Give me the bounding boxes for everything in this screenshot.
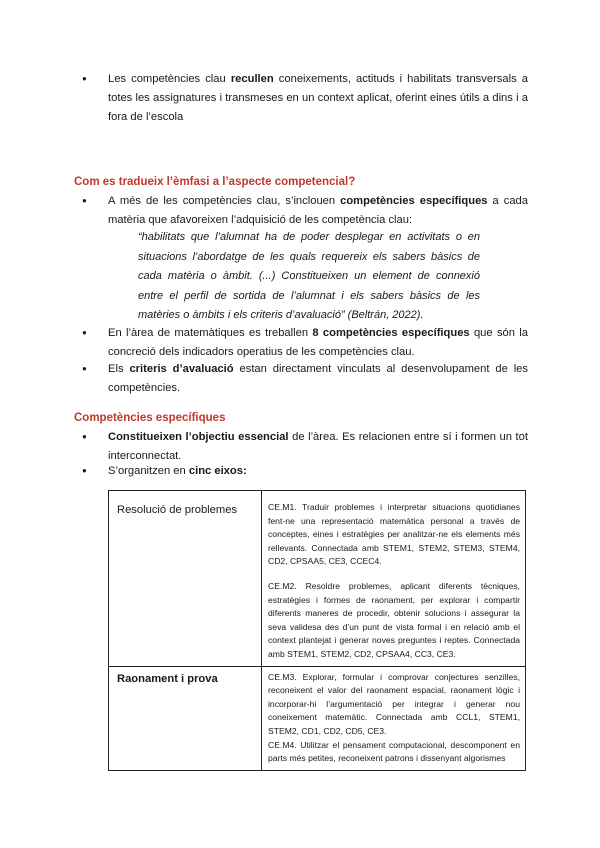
bullet-icon	[82, 462, 106, 481]
competencies-table	[108, 490, 526, 771]
bullet-text: En l’àrea de matemàtiques es treballen 8 competències específiques que són la concreció dels indicadors operatius de les competències clau.	[108, 327, 528, 358]
bullet-text: A més de les competències clau, s’inclouen competències específiques a cada matèria que afavoreixen l’adquisició de les competència clau:	[108, 195, 528, 226]
table-cell-label: Raonament i prova	[109, 666, 262, 770]
table-cell-label: Resolució de problemes	[109, 491, 262, 667]
ce-m4-text: CE.M4. Utilitzar el pensament computacional, descomponent en parts més petites, reconeixent patrons i dissenyant algorismes	[268, 739, 520, 764]
bullet-icon	[82, 70, 106, 89]
ce-m3-text: CE.M3. Explorar, formular i comprovar conjectures senzilles, reconeixent el valor del raonament espacial, raonament lògic i incorporar-hi l’argumentació per integrar i generar nou coneixement matemàtic. Connectada amb CCL1, STEM1, STEM2, CD1, CD2, CD5, CE3.	[268, 671, 520, 736]
table-cell-content	[262, 666, 526, 770]
bullet-competencies-clau	[82, 70, 528, 127]
table-cell-content	[262, 491, 526, 667]
ce-m1-text: CE.M1. Traduir problemes i interpretar situacions quotidianes fent-ne una representació matemàtica personal a través de conceptes, eines i estratègies per analitzar-ne els elements més rellevants. Connectada amb STEM1, STEM2, STEM3, STEM4, CD2, CPSAA5, CE3, CCEC4.	[268, 502, 520, 567]
section-heading-competencies-especifiques: Competències específiques	[74, 412, 226, 424]
bullet-icon	[82, 192, 106, 211]
bullet-cinc-eixos	[82, 462, 528, 481]
bullet-objectiu-essencial	[82, 428, 528, 466]
bullet-text: S’organitzen en cinc eixos:	[108, 465, 247, 477]
bullet-icon	[82, 360, 106, 379]
bullet-text: Els criteris d’avaluació estan directament vinculats al desenvolupament de les competències.	[108, 363, 529, 394]
bullet-competencies-especifiques	[82, 192, 528, 230]
bullet-icon	[82, 428, 106, 447]
ce-m2-text: CE.M2. Resoldre problemes, aplicant diferents tècniques, estratègies i formes de raonament, per explorar i compartir diferents maneres de procedir, obtenir solucions i assegurar la seva validesa des d’un punt de vista formal i en relació amb el context plantejat i generar noves preguntes i reptes. Connectada amb STEM1, STEM2, CD2, CPSAA4, CC3, CE3.	[268, 580, 520, 659]
table-row	[109, 491, 526, 667]
bullet-text: Constitueixen l’objectiu essencial de l’àrea. Es relacionen entre sí i formen un tot interconnectat.	[108, 431, 528, 462]
section-heading-emfasi: Com es tradueix l’èmfasi a l’aspecte competencial?	[74, 176, 356, 188]
bullet-8-competencies	[82, 324, 528, 362]
bullet-text: Les competències clau recullen coneixements, actituds i habilitats transversals a totes les assignatures i transmeses en un context aplicat, oferint eines útils a dins i a fora de l’escola	[108, 73, 528, 123]
bullet-icon	[82, 324, 106, 343]
block-quote: “habilitats que l’alumnat ha de poder desplegar en activitats o en situacions l’abordatge de les quals requereix els sabers bàsics de cada matèria o àmbit. (...) Constitueixen un element de connexió entre el perfil de sortida de l’alumnat i els sabers bàsics de les matèries o àmbits i els criteris d’avaluació” (Beltrán, 2022).	[138, 231, 480, 321]
bullet-criteris-avaluacio	[82, 360, 528, 398]
table-row	[109, 666, 526, 770]
